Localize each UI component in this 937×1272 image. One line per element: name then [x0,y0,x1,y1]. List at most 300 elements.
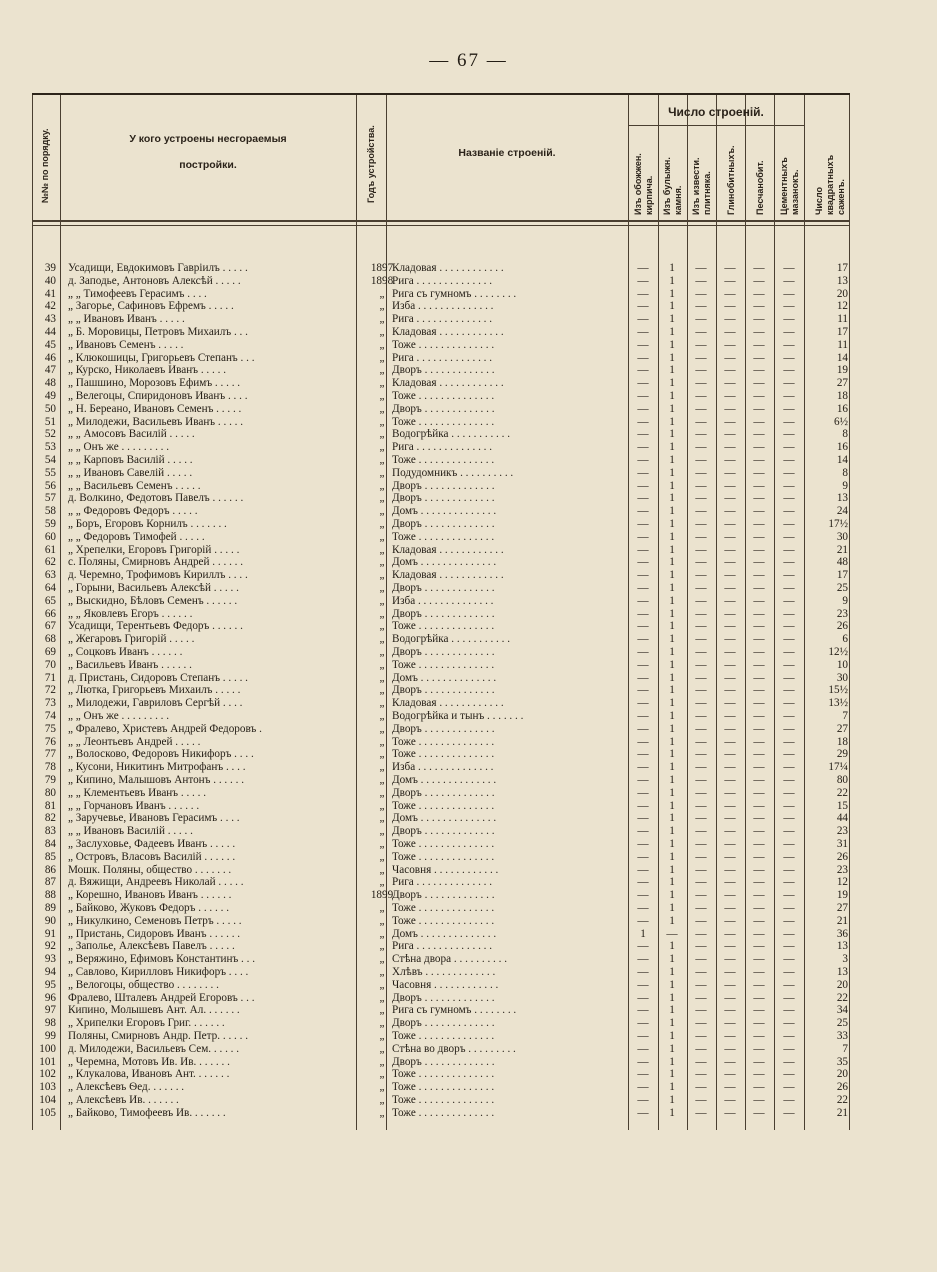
row-cement-count: — [783,402,795,415]
row-building: Изба . . . . . . . . . . . . . . [392,761,494,774]
row-brick-count: — [637,799,649,812]
row-building: Домъ . . . . . . . . . . . . . . [392,505,497,518]
row-area: 24 [836,505,848,518]
row-building: Рига съ гумномъ . . . . . . . . [392,1004,517,1017]
row-cement-count: — [783,262,795,274]
row-number: 86 [44,863,56,876]
row-number: 48 [44,377,56,390]
row-cobble-count: 1 [669,1094,675,1106]
row-cobble-count: 1 [669,313,675,326]
row-year: „ [379,927,385,940]
row-cobble-count: 1 [669,633,675,646]
row-clay-count: — [724,569,736,582]
row-sand-count: — [753,556,765,569]
row-cement-count: — [783,991,795,1004]
row-year: 1897 [370,262,394,274]
row-area: 11 [837,313,848,326]
row-area: 6 [842,633,848,646]
row-year: „ [379,1042,385,1055]
row-number: 98 [44,1017,56,1030]
row-clay-count: — [724,722,736,735]
row-area: 13 [836,274,848,287]
row-area: 26 [836,850,848,863]
row-clay-count: — [724,748,736,761]
row-year: „ [379,838,385,850]
row-number: 78 [44,761,56,774]
row-clay-count: — [724,1068,736,1081]
row-brick-count: — [637,338,649,351]
row-limestone-count: — [695,863,707,876]
row-limestone-count: — [695,1042,707,1055]
table-row [32,761,850,774]
row-limestone-count: — [695,710,707,722]
row-limestone-count: — [695,1030,707,1042]
row-brick-count: — [637,646,649,658]
row-owner: „ „ Васильевъ Семенъ . . . . . [68,479,201,492]
row-building: Кладовая . . . . . . . . . . . . [392,377,504,390]
row-brick-count: — [637,607,649,620]
row-clay-count: — [724,761,736,774]
table-row [32,403,850,416]
row-limestone-count: — [695,1017,707,1030]
row-owner: „ „ Ивановъ Иванъ . . . . . [68,313,185,326]
table-row [32,467,850,480]
row-owner: „ „ Яковлевъ Егоръ . . . . . . [68,607,193,620]
row-brick-count: — [637,1004,649,1017]
row-cement-count: — [783,722,795,735]
row-cobble-count: 1 [669,697,675,710]
row-year: „ [379,684,385,697]
row-area: 12 [836,300,848,313]
row-clay-count: — [724,505,736,518]
row-area: 29 [836,748,848,761]
row-building: Тоже . . . . . . . . . . . . . . [392,530,495,543]
row-brick-count: — [637,991,649,1004]
row-year: „ [379,774,385,786]
row-cobble-count: 1 [669,722,675,735]
row-building: Тоже . . . . . . . . . . . . . . [392,1081,495,1094]
table-row [32,646,850,659]
row-area: 27 [836,902,848,914]
row-owner: „ Велегоцы, Спиридоновъ Иванъ . . . . [68,390,248,402]
row-clay-count: — [724,658,736,671]
row-area: 8 [842,428,848,441]
row-cobble-count: 1 [669,1055,675,1068]
row-cobble-count: 1 [669,543,675,556]
row-building: Дворъ . . . . . . . . . . . . . [392,1017,495,1030]
row-limestone-count: — [695,543,707,556]
row-cement-count: — [783,326,795,338]
row-cobble-count: 1 [669,326,675,338]
row-number: 41 [44,287,56,300]
row-owner: „ „ Тимофеевъ Герасимъ . . . . [68,287,207,300]
row-owner: Кипино, Молышевъ Ант. Ал. . . . . . . [68,1004,240,1017]
row-cement-count: — [783,889,795,902]
row-owner: „ Савлово, Кирилловъ Никифоръ . . . . [68,966,249,978]
row-cobble-count: 1 [669,838,675,850]
row-clay-count: — [724,863,736,876]
row-brick-count: — [637,569,649,582]
row-number: 59 [44,518,56,530]
row-clay-count: — [724,351,736,364]
row-sand-count: — [753,505,765,518]
row-owner: „ „ Амосовъ Василій . . . . . [68,428,195,441]
row-area: 26 [836,620,848,633]
row-clay-count: — [724,1081,736,1094]
row-cement-count: — [783,902,795,914]
table-row [32,940,850,953]
row-year: „ [379,671,385,684]
header-no: №№ по порядку. [40,128,50,203]
row-number: 52 [44,428,56,441]
row-sand-count: — [753,902,765,914]
row-number: 75 [44,722,56,735]
row-cement-count: — [783,927,795,940]
row-area: 27 [836,377,848,390]
row-building: Кладовая . . . . . . . . . . . . [392,569,504,582]
row-cobble-count: 1 [669,710,675,722]
row-owner: „ Корешно, Ивановъ Иванъ . . . . . . [68,889,232,902]
row-limestone-count: — [695,569,707,582]
row-number: 46 [44,351,56,364]
row-year: „ [379,377,385,390]
row-sand-count: — [753,1004,765,1017]
row-number: 87 [44,876,56,889]
header-year: Годъ устройства. [366,125,376,203]
row-cobble-count: 1 [669,454,675,466]
row-number: 100 [39,1042,56,1055]
row-clay-count: — [724,825,736,838]
table-row [32,889,850,902]
row-sand-count: — [753,850,765,863]
row-brick-count: — [637,1055,649,1068]
table-row [32,377,850,390]
row-cobble-count: 1 [669,914,675,927]
row-limestone-count: — [695,991,707,1004]
row-owner: „ Боръ, Егоровъ Корнилъ . . . . . . . [68,518,227,530]
row-cement-count: — [783,594,795,607]
table-row [32,800,850,813]
row-area: 17 [836,262,848,274]
row-building: Тоже . . . . . . . . . . . . . . [392,1068,495,1081]
row-number: 83 [44,825,56,838]
row-brick-count: — [637,697,649,710]
row-cobble-count: 1 [669,966,675,978]
row-clay-count: — [724,940,736,953]
row-building: Стѣна во дворъ . . . . . . . . . [392,1042,516,1055]
table-row [32,659,850,672]
row-sand-count: — [753,466,765,479]
row-clay-count: — [724,1106,736,1119]
row-year: „ [379,479,385,492]
row-year: „ [379,582,385,594]
row-building: Кладовая . . . . . . . . . . . . [392,543,504,556]
row-limestone-count: — [695,838,707,850]
row-number: 68 [44,633,56,646]
table-row [32,364,850,377]
row-number: 72 [44,684,56,697]
row-year: „ [379,786,385,799]
row-owner: „ Веряжино, Ефимовъ Константинъ . . . [68,953,256,966]
header-area: Число квадратныхъ саженъ. [814,154,846,215]
row-building: Тоже . . . . . . . . . . . . . . [392,415,495,428]
row-sand-count: — [753,1017,765,1030]
header-sub2: Изъ булыжн. камня. [662,157,683,215]
row-number: 70 [44,658,56,671]
row-cobble-count: 1 [669,338,675,351]
row-building: Дворъ . . . . . . . . . . . . . [392,722,495,735]
row-year: „ [379,313,385,326]
row-sand-count: — [753,646,765,658]
row-limestone-count: — [695,914,707,927]
row-cobble-count: 1 [669,671,675,684]
row-area: 31 [836,838,848,850]
row-cobble-count: 1 [669,390,675,402]
row-sand-count: — [753,390,765,402]
row-cobble-count: 1 [669,1068,675,1081]
row-number: 85 [44,850,56,863]
row-sand-count: — [753,927,765,940]
row-limestone-count: — [695,927,707,940]
row-year: „ [379,390,385,402]
row-area: 27 [836,722,848,735]
row-building: Рига . . . . . . . . . . . . . . [392,274,493,287]
row-year: „ [379,594,385,607]
row-area: 22 [836,991,848,1004]
row-building: Тоже . . . . . . . . . . . . . . [392,914,495,927]
row-cobble-count: 1 [669,262,675,274]
row-owner: „ Лютка, Григорьевъ Михаилъ . . . . . [68,684,241,697]
row-number: 101 [39,1055,56,1068]
row-cement-count: — [783,786,795,799]
row-cement-count: — [783,466,795,479]
row-cement-count: — [783,825,795,838]
row-cement-count: — [783,633,795,646]
row-clay-count: — [724,338,736,351]
row-owner: „ Алексѣевъ Ѳед. . . . . . . [68,1081,185,1094]
table-row [32,313,850,326]
row-sand-count: — [753,825,765,838]
row-cobble-count: 1 [669,1081,675,1094]
table-row [32,1056,850,1069]
row-limestone-count: — [695,338,707,351]
table-row [32,1081,850,1094]
row-clay-count: — [724,415,736,428]
row-limestone-count: — [695,607,707,620]
row-year: „ [379,914,385,927]
row-owner: „ Милодежи, Гавриловъ Сергѣй . . . . [68,697,243,710]
row-limestone-count: — [695,825,707,838]
row-brick-count: — [637,594,649,607]
table-row [32,1030,850,1043]
header-sub5: Песчанобит. [755,160,765,215]
row-area: 19 [836,364,848,377]
row-sand-count: — [753,812,765,825]
row-area: 8 [842,466,848,479]
row-year: „ [379,978,385,991]
row-clay-count: — [724,607,736,620]
row-year: „ [379,518,385,530]
row-area: 33 [836,1030,848,1042]
row-number: 39 [44,262,56,274]
row-brick-count: — [637,1094,649,1106]
table-row [32,569,850,582]
row-brick-count: — [637,722,649,735]
row-sand-count: — [753,326,765,338]
row-owner: „ „ Горчановъ Иванъ . . . . . . [68,799,200,812]
row-owner: д. Заподье, Антоновъ Алексѣй . . . . . [68,274,241,287]
row-owner: „ Курско, Николаевъ Иванъ . . . . . [68,364,226,377]
row-brick-count: — [637,492,649,505]
table-row [32,262,850,275]
table-row [32,992,850,1005]
row-building: Часовня . . . . . . . . . . . . [392,978,499,991]
row-cobble-count: 1 [669,991,675,1004]
row-area: 16 [836,402,848,415]
row-limestone-count: — [695,620,707,633]
row-number: 56 [44,479,56,492]
row-clay-count: — [724,774,736,786]
row-cement-count: — [783,1017,795,1030]
row-owner: „ „ Онъ же . . . . . . . . . [68,441,170,454]
row-limestone-count: — [695,274,707,287]
row-number: 84 [44,838,56,850]
row-area: 12½ [828,646,848,658]
row-sand-count: — [753,364,765,377]
row-building: Дворъ . . . . . . . . . . . . . [392,518,495,530]
row-area: 20 [836,1068,848,1081]
row-number: 102 [39,1068,56,1081]
row-building: Изба . . . . . . . . . . . . . . [392,594,494,607]
row-year: „ [379,492,385,505]
row-limestone-count: — [695,799,707,812]
row-brick-count: — [637,274,649,287]
row-brick-count: — [637,505,649,518]
row-limestone-count: — [695,300,707,313]
row-brick-count: — [637,1068,649,1081]
row-year: „ [379,722,385,735]
table-row [32,966,850,979]
table-row [32,1068,850,1081]
row-year: „ [379,428,385,441]
row-limestone-count: — [695,1094,707,1106]
row-brick-count: — [637,658,649,671]
row-year: „ [379,697,385,710]
row-year: „ [379,966,385,978]
row-sand-count: — [753,1081,765,1094]
row-limestone-count: — [695,902,707,914]
row-brick-count: — [637,953,649,966]
row-area: 21 [836,1106,848,1119]
row-number: 103 [39,1081,56,1094]
row-cement-count: — [783,914,795,927]
table-row [32,1107,850,1120]
row-cobble-count: 1 [669,774,675,786]
row-building: Тоже . . . . . . . . . . . . . . [392,799,495,812]
row-area: 23 [836,863,848,876]
row-year: „ [379,658,385,671]
row-brick-count: — [637,582,649,594]
row-limestone-count: — [695,671,707,684]
row-owner: „ „ Карповъ Василій . . . . . [68,454,193,466]
row-sand-count: — [753,697,765,710]
row-owner: „ Черемна, Мотовъ Ив. Ив. . . . . . . [68,1055,230,1068]
row-sand-count: — [753,492,765,505]
row-year: „ [379,825,385,838]
row-clay-count: — [724,927,736,940]
row-year: „ [379,364,385,377]
table-row [32,582,850,595]
row-limestone-count: — [695,748,707,761]
row-building: Кладовая . . . . . . . . . . . . [392,697,504,710]
row-cobble-count: 1 [669,1030,675,1042]
row-cobble-count: 1 [669,850,675,863]
row-year: „ [379,530,385,543]
row-year: „ [379,569,385,582]
row-sand-count: — [753,479,765,492]
table-row [32,428,850,441]
row-area: 11 [837,338,848,351]
row-sand-count: — [753,1106,765,1119]
row-brick-count: — [637,966,649,978]
page-number: — 67 — [429,50,508,71]
row-area: 3 [842,953,848,966]
row-owner: „ „ Леонтьевъ Андрей . . . . . [68,735,201,748]
row-sand-count: — [753,633,765,646]
row-brick-count: — [637,812,649,825]
row-brick-count: — [637,786,649,799]
row-brick-count: — [637,287,649,300]
row-cement-count: — [783,697,795,710]
row-number: 105 [39,1106,56,1119]
row-sand-count: — [753,338,765,351]
row-year: „ [379,1106,385,1119]
row-building: Домъ . . . . . . . . . . . . . . [392,671,497,684]
header-count-group: Число строеній. [668,105,764,119]
row-owner: „ Алексѣевъ Ив. . . . . . . [68,1094,179,1106]
row-limestone-count: — [695,582,707,594]
row-clay-count: — [724,1030,736,1042]
row-clay-count: — [724,492,736,505]
row-clay-count: — [724,799,736,812]
row-cobble-count: 1 [669,300,675,313]
row-cobble-count: 1 [669,953,675,966]
row-building: Кладовая . . . . . . . . . . . . [392,326,504,338]
row-sand-count: — [753,684,765,697]
table-row [32,1004,850,1017]
row-cobble-count: 1 [669,530,675,543]
row-cobble-count: 1 [669,479,675,492]
row-owner: „ „ Федоровъ Тимофей . . . . . [68,530,205,543]
row-cobble-count: 1 [669,492,675,505]
table-row [32,441,850,454]
row-owner: „ Кусони, Никитинъ Митрофанъ . . . . [68,761,246,774]
row-limestone-count: — [695,402,707,415]
row-cobble-count: 1 [669,402,675,415]
row-owner: „ Жегаровъ Григорій . . . . . [68,633,195,646]
table-row [32,416,850,429]
row-year: „ [379,940,385,953]
row-brick-count: — [637,1081,649,1094]
row-sand-count: — [753,953,765,966]
row-building: Тоже . . . . . . . . . . . . . . [392,1030,495,1042]
row-cobble-count: 1 [669,748,675,761]
row-brick-count: — [637,850,649,863]
row-sand-count: — [753,722,765,735]
row-number: 54 [44,454,56,466]
row-owner: „ Заполье, Алексѣевъ Павелъ . . . . . [68,940,235,953]
row-area: 23 [836,607,848,620]
